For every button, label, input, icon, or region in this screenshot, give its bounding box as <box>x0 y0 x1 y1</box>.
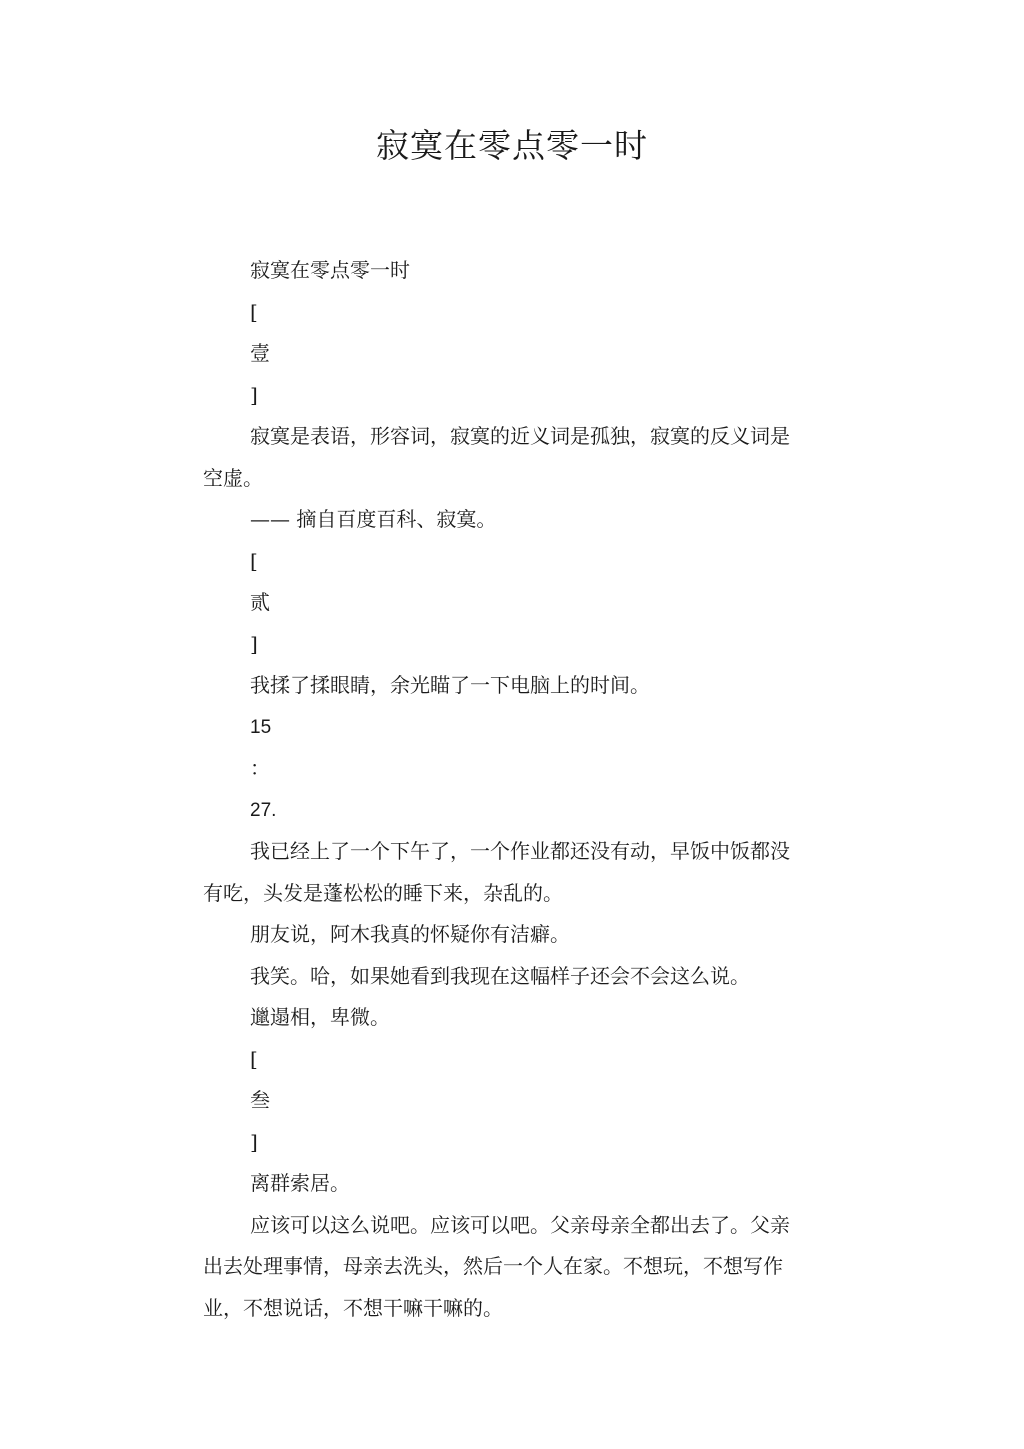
paragraph: —— 摘自百度百科、寂寞。 <box>250 507 497 531</box>
paragraph: 27. <box>250 799 277 821</box>
paragraph: 15 <box>250 716 272 738</box>
paragraph: 我笑。哈，如果她看到我现在这幅样子还会不会这么说。 <box>250 963 750 988</box>
paragraph: [ <box>250 548 258 573</box>
document-title: 寂寞在零点零一时 <box>376 126 648 165</box>
paragraph: ] <box>250 382 258 407</box>
paragraph: 我已经上了一个下午了，一个作业都还没有动，早饭中饭都没有吃，头发是蓬松松的睡下来，杂乱的。 <box>203 839 790 905</box>
paragraph: ] <box>250 631 258 656</box>
paragraph: 应该可以这么说吧。应该可以吧。父亲母亲全都出去了。父亲出去处理事情，母亲去洗头，然后一个人在家。不想玩，不想写作业，不想说话，不想干嘛干嘛的。 <box>203 1212 790 1320</box>
paragraph: 离群索居。 <box>250 1171 350 1195</box>
paragraph: 叁 <box>250 1088 270 1112</box>
paragraph: 邋遢相，卑微。 <box>250 1005 390 1029</box>
paragraph: [ <box>250 1046 258 1071</box>
paragraph: 寂寞在零点零一时 <box>250 258 410 282</box>
paragraph: [ <box>250 299 258 324</box>
paragraph: 贰 <box>250 590 270 614</box>
document-body <box>203 250 803 1329</box>
paragraph: 壹 <box>250 341 270 365</box>
paragraph: ： <box>250 756 270 780</box>
paragraph: 我揉了揉眼睛，余光瞄了一下电脑上的时间。 <box>250 673 650 697</box>
paragraph: ] <box>250 1129 258 1154</box>
paragraph: 寂寞是表语，形容词，寂寞的近义词是孤独，寂寞的反义词是空虚。 <box>203 424 790 490</box>
paragraph: 朋友说，阿木我真的怀疑你有洁癖。 <box>250 922 570 946</box>
